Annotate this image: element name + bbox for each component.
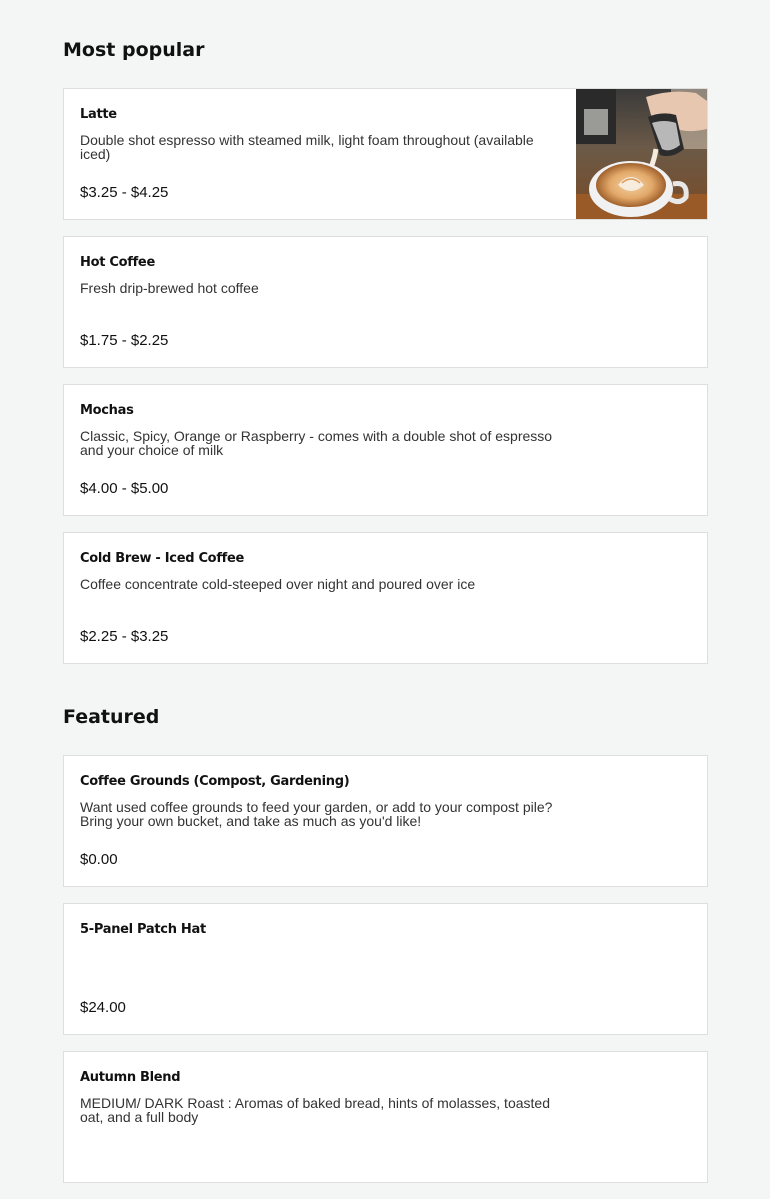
item-price: $1.75 - $2.25 [80,332,169,349]
item-price: $24.00 [80,999,126,1016]
item-price: $4.00 - $5.00 [80,480,169,497]
menu-page [63,0,708,1199]
item-name: Mochas [80,403,134,418]
item-description: Fresh drip-brewed hot coffee [80,280,259,296]
menu-item-card-mochas[interactable] [63,384,708,516]
section-title-most-popular: Most popular [63,39,205,61]
section-featured [63,755,708,1183]
menu-item-card-patch-hat[interactable] [63,903,708,1035]
menu-item-card-coffee-grounds[interactable] [63,755,708,887]
section-most-popular [63,88,708,664]
menu-item-card-autumn-blend[interactable] [63,1051,708,1183]
section-title-featured: Featured [63,706,160,728]
menu-item-card-hot-coffee[interactable] [63,236,708,368]
item-description: Classic, Spicy, Orange or Raspberry - comes with a double shot of espresso and your choice of milk [80,428,553,458]
item-name: Hot Coffee [80,255,155,270]
item-price: $2.25 - $3.25 [80,628,169,645]
item-description: Want used coffee grounds to feed your garden, or add to your compost pile? Bring your own bucket, and take as much as you'd like! [80,799,553,829]
item-price: $0.00 [80,851,118,868]
item-name: Cold Brew - Iced Coffee [80,551,245,566]
item-name: Coffee Grounds (Compost, Gardening) [80,774,350,789]
item-name: 5-Panel Patch Hat [80,922,206,937]
latte-art-photo [576,89,707,219]
menu-item-card-latte[interactable] [63,88,708,220]
item-description: MEDIUM/ DARK Roast : Aromas of baked bread, hints of molasses, toasted oat, and a full body [80,1095,550,1125]
item-name: Autumn Blend [80,1070,181,1085]
item-price: $3.25 - $4.25 [80,184,169,201]
item-name: Latte [80,107,117,122]
menu-item-card-cold-brew[interactable] [63,532,708,664]
item-description: Double shot espresso with steamed milk, light foam throughout (available iced) [80,132,534,162]
item-description: Coffee concentrate cold-steeped over night and poured over ice [80,576,476,592]
